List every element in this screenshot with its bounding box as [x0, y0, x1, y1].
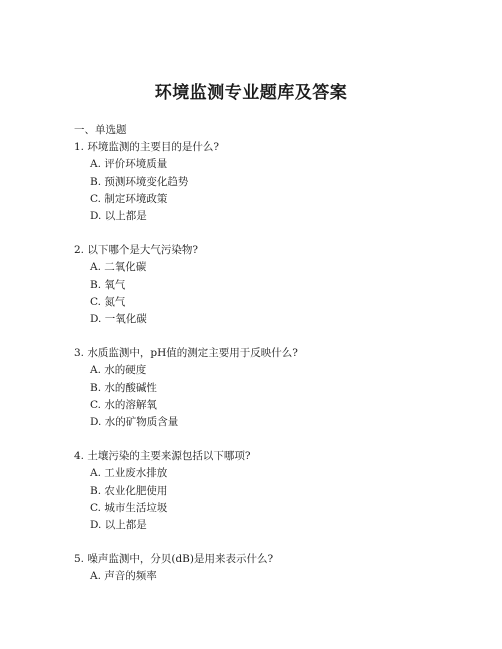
question-3 — [74, 345, 474, 431]
section-heading: 一、单选题 — [74, 124, 127, 136]
question-4 — [74, 448, 474, 534]
question-text: 5. 噪声监测中，分贝(dB)是用来表示什么? — [74, 553, 274, 566]
option-list — [74, 259, 474, 328]
question-text: 2. 以下哪个是大气污染物? — [74, 244, 198, 257]
option-b: B. 农业化肥使用 — [90, 484, 168, 497]
option-b: B. 预测环境变化趋势 — [90, 175, 189, 188]
question-2 — [74, 242, 474, 328]
option-d: D. 以上都是 — [90, 519, 147, 532]
option-list — [74, 568, 474, 585]
option-b: B. 水的酸碱性 — [90, 381, 157, 394]
option-b: B. 氧气 — [90, 278, 126, 291]
option-c: C. 城市生活垃圾 — [90, 501, 168, 514]
option-d: D. 以上都是 — [90, 210, 147, 223]
option-c: C. 氮气 — [90, 295, 126, 308]
option-list — [74, 362, 474, 431]
question-1 — [74, 139, 474, 225]
option-a: A. 声音的频率 — [90, 570, 157, 583]
option-list — [74, 156, 474, 225]
option-c: C. 水的溶解氧 — [90, 398, 157, 411]
option-a: A. 评价环境质量 — [90, 158, 168, 171]
document-body — [74, 122, 474, 586]
option-a: A. 二氧化碳 — [90, 261, 147, 274]
question-text: 3. 水质监测中，pH值的测定主要用于反映什么? — [74, 347, 298, 360]
document-title: 环境监测专业题库及答案 — [154, 83, 348, 103]
option-list — [74, 465, 474, 534]
option-d: D. 水的矿物质含量 — [90, 416, 179, 429]
option-a: A. 水的硬度 — [90, 364, 147, 377]
option-a: A. 工业废水排放 — [90, 467, 168, 480]
question-text: 4. 土壤污染的主要来源包括以下哪项? — [74, 450, 251, 463]
option-d: D. 一氧化碳 — [90, 313, 147, 326]
question-5 — [74, 551, 474, 585]
question-text: 1. 环境监测的主要目的是什么? — [74, 141, 219, 154]
option-c: C. 制定环境政策 — [90, 192, 168, 205]
